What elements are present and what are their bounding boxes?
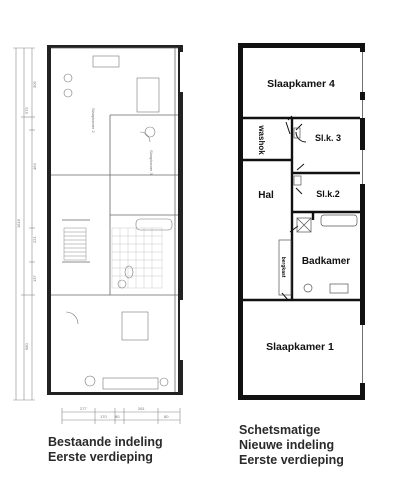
desk-top [93, 56, 119, 67]
dim-680: 680 [24, 343, 29, 350]
existing-room-labels [91, 108, 154, 175]
dim-bottom-277: 277 [80, 406, 87, 411]
bed-top [137, 78, 159, 112]
caption-existing-line-2: Eerste verdieping [48, 450, 153, 464]
dim-137: 137 [32, 275, 37, 282]
vertical-dimension-texts [16, 81, 37, 350]
dim-575: 575 [24, 107, 29, 114]
caption-new-line-2: Nieuwe indeling [239, 438, 335, 452]
room-slk-3: Sl.k. 3 [314, 133, 342, 143]
room-washok: washok [257, 125, 266, 155]
dim-1616: 1616 [16, 219, 21, 228]
bottom-dimension-texts [80, 406, 169, 419]
existing-room-middle: Slaapkamer 3 [149, 150, 154, 175]
dim-464: 464 [32, 163, 37, 170]
cabinet-bottom [103, 378, 158, 389]
dim-bottom-170: 170 [100, 414, 107, 419]
room-bergkast: bergkast [280, 256, 286, 278]
caption-existing-line-1: Bestaande indeling [48, 435, 163, 449]
existing-fixtures [64, 56, 172, 389]
caption-existing [48, 435, 163, 465]
existing-bathroom-tiles [112, 228, 162, 288]
dim-bottom-261: 261 [138, 406, 145, 411]
room-hal: Hal [258, 190, 274, 201]
room-slaapkamer-4: Slaapkamer 4 [267, 78, 335, 90]
existing-room-top: Slaapkamer 2 [91, 108, 96, 133]
room-badkamer: Badkamer [301, 256, 351, 267]
room-slaapkamer-1: Slaapkamer 1 [266, 341, 334, 353]
room-slk-2: Sl.k.2 [316, 189, 340, 199]
bathtub [136, 219, 172, 230]
dim-bottom-80b: 80 [164, 414, 169, 419]
caption-new [239, 423, 344, 468]
dim-bottom-80: 80 [115, 414, 120, 419]
bed-bottom [122, 312, 148, 340]
caption-new-line-3: Eerste verdieping [239, 453, 344, 467]
caption-new-line-1: Schetsmatige [239, 423, 321, 437]
dim-305: 305 [32, 81, 37, 88]
dim-221: 221 [32, 236, 37, 243]
existing-stairs [64, 228, 86, 260]
